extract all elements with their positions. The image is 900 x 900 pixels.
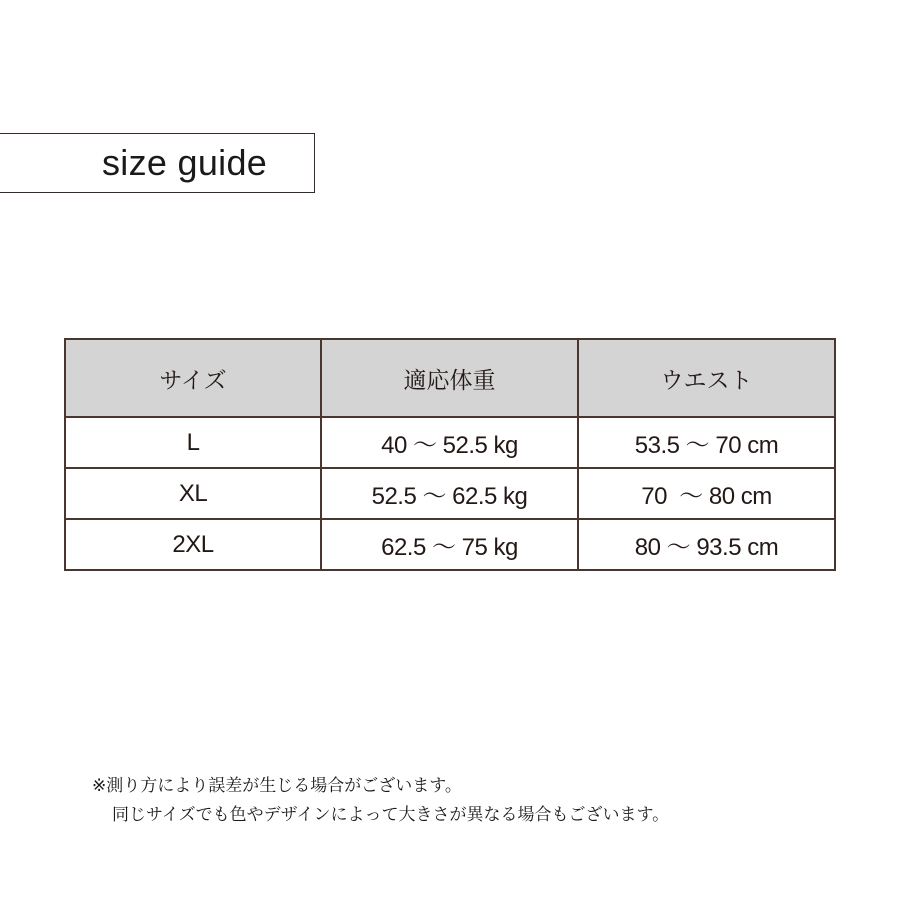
note-size-variation: 同じサイズでも色やデザインによって大きさが異なる場合もございます。 (112, 805, 670, 825)
table-header-row (65, 339, 835, 417)
header-size: サイズ (65, 339, 321, 417)
header-waist: ウエスト (578, 339, 835, 417)
table-row (65, 417, 835, 468)
cell-weight: 62.5 〜 75 kg (321, 519, 578, 570)
cell-waist: 70 〜 80 cm (578, 468, 835, 519)
page-title: size guide (102, 142, 268, 183)
cell-weight: 52.5 〜 62.5 kg (321, 468, 578, 519)
cell-weight: 40 〜 52.5 kg (321, 417, 578, 468)
table-row (65, 468, 835, 519)
note-measurement-error: ※測り方により誤差が生じる場合がございます。 (92, 776, 462, 796)
size-table (64, 338, 836, 571)
table-row (65, 519, 835, 570)
header-weight: 適応体重 (321, 339, 578, 417)
cell-waist: 53.5 〜 70 cm (578, 417, 835, 468)
cell-waist: 80 〜 93.5 cm (578, 519, 835, 570)
cell-size: 2XL (65, 519, 321, 570)
cell-size: XL (65, 468, 321, 519)
title-box (0, 133, 315, 193)
cell-size: L (65, 417, 321, 468)
